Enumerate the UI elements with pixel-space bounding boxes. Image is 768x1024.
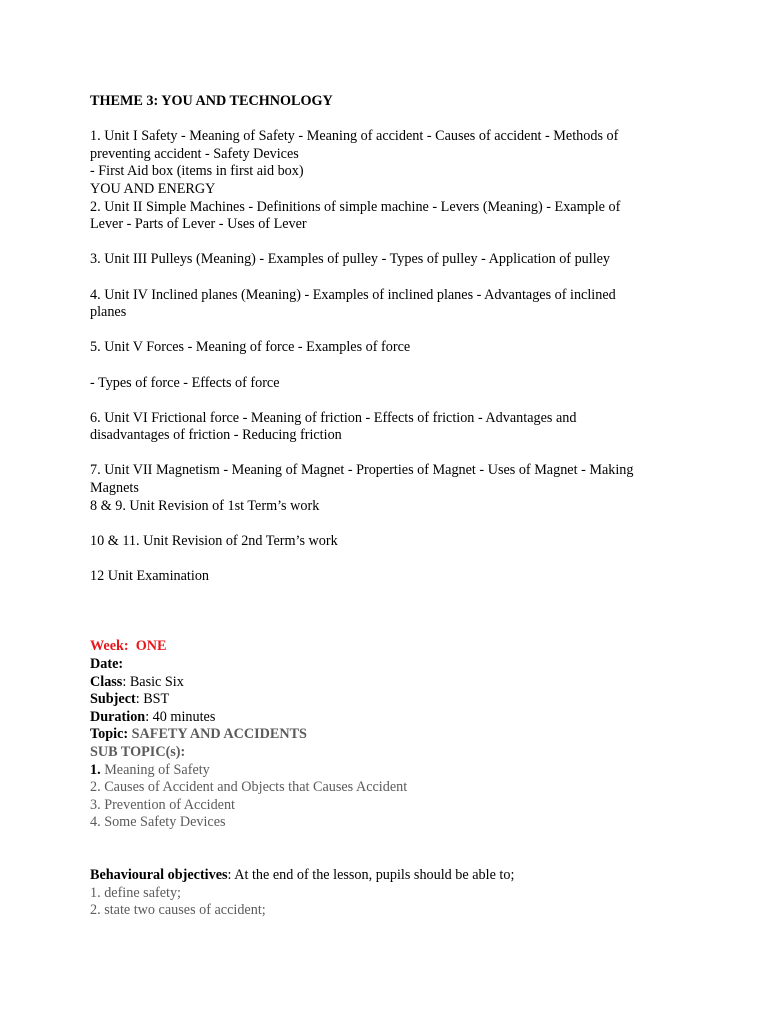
theme-title: THEME 3: YOU AND TECHNOLOGY bbox=[90, 93, 333, 109]
unit2-line1: 2. Unit II Simple Machines - Definitions of simple machine - Levers (Meaning) - Example of bbox=[90, 198, 621, 215]
unit1-line2: preventing accident - Safety Devices bbox=[90, 145, 299, 162]
duration-label: Duration bbox=[90, 708, 146, 725]
subtopic-3: 3. Prevention of Accident bbox=[90, 796, 235, 813]
unit3: 3. Unit III Pulleys (Meaning) - Examples of pulley - Types of pulley - Application of pulley bbox=[90, 251, 611, 268]
week-label: Week: bbox=[90, 638, 129, 655]
unit1-line1: 1. Unit I Safety - Meaning of Safety - Meaning of accident - Causes of accident - Methods of bbox=[90, 128, 619, 145]
week-line bbox=[90, 638, 690, 656]
unit5-line1: 5. Unit V Forces - Meaning of force - Examples of force bbox=[90, 339, 411, 356]
unit8-9: 8 & 9. Unit Revision of 1st Term’s work bbox=[90, 497, 320, 514]
unit1-line3: - First Aid box (items in first aid box) bbox=[90, 163, 304, 180]
objective-1: 1. define safety; bbox=[90, 884, 181, 901]
unit12: 12 Unit Examination bbox=[90, 568, 210, 585]
subtopic-1-text: Meaning of Safety bbox=[100, 761, 210, 778]
class-value: : Basic Six bbox=[122, 673, 184, 690]
subtopic-1-number: 1. bbox=[90, 761, 101, 778]
document-page bbox=[90, 93, 690, 920]
subject-value: : BST bbox=[135, 691, 170, 708]
unit10-11: 10 & 11. Unit Revision of 2nd Term’s work bbox=[90, 532, 338, 549]
objectives-line bbox=[90, 867, 690, 885]
subject-line bbox=[90, 691, 690, 709]
unit7-line1: 7. Unit VII Magnetism - Meaning of Magnet - Properties of Magnet - Uses of Magnet - Making bbox=[90, 462, 634, 479]
class-line bbox=[90, 674, 690, 692]
unit6-line1: 6. Unit VI Frictional force - Meaning of friction - Effects of friction - Advantages and bbox=[90, 409, 577, 426]
objective-2: 2. state two causes of accident; bbox=[90, 902, 266, 919]
unit4-line1: 4. Unit IV Inclined planes (Meaning) - Examples of inclined planes - Advantages of inclined bbox=[90, 286, 616, 303]
subtopic-2: 2. Causes of Accident and Objects that Causes Accident bbox=[90, 779, 408, 796]
energy-heading: YOU AND ENERGY bbox=[90, 180, 216, 197]
week-value: ONE bbox=[135, 638, 167, 655]
unit4-line2: planes bbox=[90, 304, 127, 321]
topic-line bbox=[90, 726, 690, 744]
unit2-line2: Lever - Parts of Lever - Uses of Lever bbox=[90, 216, 307, 233]
topic-value: SAFETY AND ACCIDENTS bbox=[131, 726, 307, 743]
subtopics-heading: SUB TOPIC(s): bbox=[90, 743, 186, 760]
duration-line bbox=[90, 709, 690, 727]
subtopic-1 bbox=[90, 762, 690, 780]
unit7-line2: Magnets bbox=[90, 480, 139, 497]
class-label: Class bbox=[90, 673, 123, 690]
date-label: Date: bbox=[90, 656, 124, 672]
objectives-text: : At the end of the lesson, pupils should be able to; bbox=[227, 867, 515, 884]
duration-value: : 40 minutes bbox=[145, 708, 216, 725]
objectives-label: Behavioural objectives bbox=[90, 867, 228, 884]
topic-label: Topic: bbox=[90, 726, 129, 743]
subtopic-4: 4. Some Safety Devices bbox=[90, 814, 226, 831]
subject-label: Subject bbox=[90, 691, 136, 708]
unit5-line2: - Types of force - Effects of force bbox=[90, 374, 280, 391]
unit6-line2: disadvantages of friction - Reducing friction bbox=[90, 427, 342, 444]
